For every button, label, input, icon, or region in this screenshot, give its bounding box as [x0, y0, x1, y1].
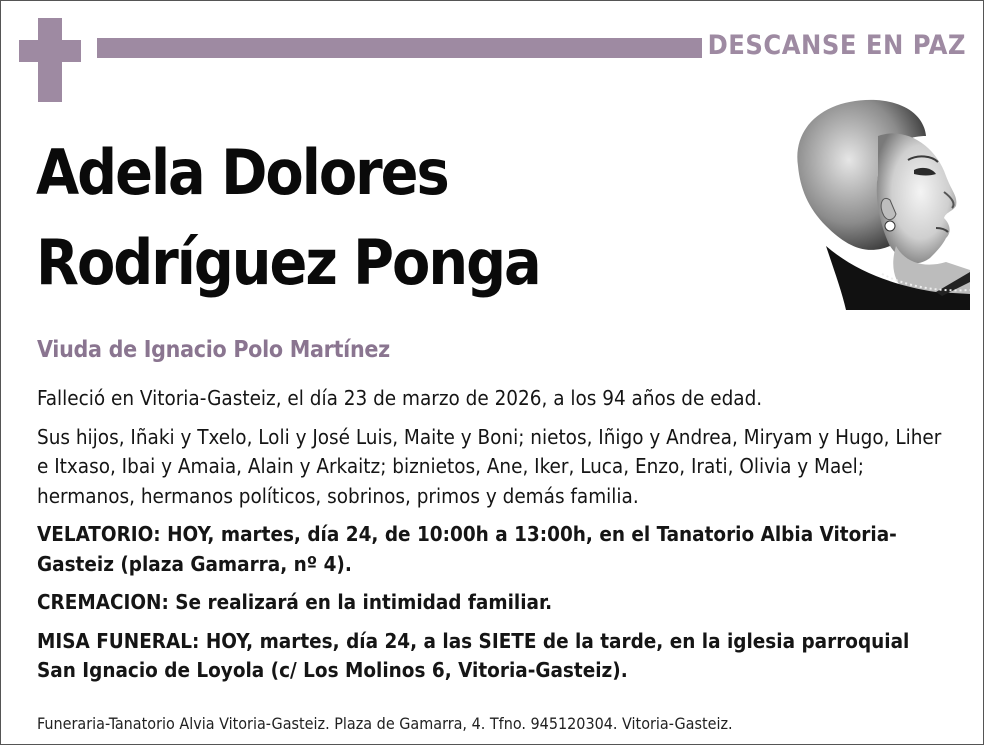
cremacion-info: CREMACION: Se realizará en la intimidad familiar.: [37, 590, 553, 614]
misa-info: MISA FUNERAL: HOY, martes, día 24, a las SIETE de la tarde, en la iglesia parroquial San Ignacio de Loyola (c/ Los Molinos 6, Vitoria-Gasteiz).: [37, 628, 910, 682]
velatorio-info: VELATORIO: HOY, martes, día 24, de 10:00h a 13:00h, en el Tanatorio Albia Vitoria-Gasteiz (plaza Gamarra, nº 4).: [37, 522, 897, 576]
death-notice: Falleció en Vitoria-Gasteiz, el día 23 de marzo de 2026, a los 94 años de edad.: [37, 386, 763, 410]
header-label: DESCANSE EN PAZ: [707, 30, 966, 61]
header-bar: [97, 38, 702, 58]
widow-of: Viuda de Ignacio Polo Martínez: [37, 337, 390, 363]
cross-horizontal: [19, 40, 81, 62]
obituary-body: [37, 384, 949, 695]
name-line-1: Adela Dolores: [36, 136, 448, 209]
portrait-photo: [786, 96, 970, 310]
family-list: Sus hijos, Iñaki y Txelo, Loli y José Luis, Maite y Boni; nietos, Iñigo y Andrea, Miryam y Hugo, Liher e Itxaso, Ibai y Amaia, Alain y Arkaitz; biznietos, Ane, Iker, Luca, Enzo, Irati, Olivia y Mael; hermanos, hermanos políticos, sobrinos, primos y demás familia.: [37, 424, 942, 508]
funeral-home-footer: Funeraria-Tanatorio Alvia Vitoria-Gasteiz. Plaza de Gamarra, 4. Tfno. 945120304. Vitoria-Gasteiz.: [37, 714, 733, 733]
name-line-2: Rodríguez Ponga: [36, 225, 540, 299]
deceased-name: [36, 128, 540, 308]
